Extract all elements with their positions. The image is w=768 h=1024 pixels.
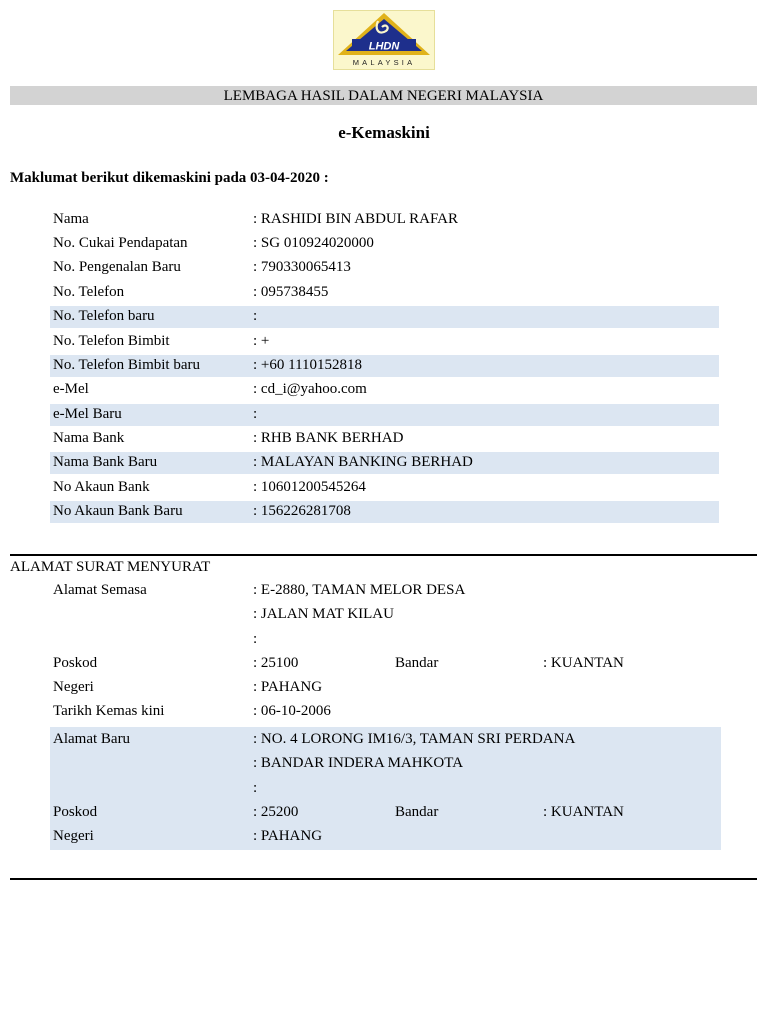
agency-banner: LEMBAGA HASIL DALAM NEGERI MALAYSIA (10, 86, 757, 105)
detail-row (50, 233, 719, 255)
detail-value: : RASHIDI BIN ABDUL RAFAR (253, 211, 459, 227)
detail-label: No. Telefon Bimbit (53, 333, 170, 349)
detail-label: No Akaun Bank (53, 479, 150, 495)
negeri-label: Negeri (53, 679, 94, 695)
detail-value: : RHB BANK BERHAD (253, 430, 404, 446)
detail-value: : SG 010924020000 (253, 235, 374, 251)
address-row (50, 580, 719, 602)
detail-label: No. Pengenalan Baru (53, 259, 181, 275)
updated-note: Maklumat berikut dikemaskini pada 03-04-2020 : (10, 170, 329, 186)
address-row (50, 753, 719, 775)
address-line: : JALAN MAT KILAU (253, 606, 394, 622)
poskod-value: : 25200 (253, 804, 299, 820)
detail-value: : cd_i@yahoo.com (253, 381, 367, 397)
detail-label: No. Telefon Bimbit baru (53, 357, 200, 373)
updated-date-value: : 06-10-2006 (253, 703, 331, 719)
divider (10, 554, 757, 556)
updated-date-label: Tarikh Kemas kini (53, 703, 165, 719)
address-row (50, 802, 719, 824)
divider (10, 878, 757, 880)
address-line: : BANDAR INDERA MAHKOTA (253, 755, 464, 771)
detail-label: e-Mel Baru (53, 406, 122, 422)
address-row (50, 729, 719, 751)
detail-label: e-Mel (53, 381, 89, 397)
detail-value: : (253, 308, 258, 324)
bandar-value: : KUANTAN (543, 655, 624, 671)
poskod-label: Poskod (53, 655, 98, 671)
address-row (50, 653, 719, 675)
address-row (50, 677, 719, 699)
detail-value: : MALAYAN BANKING BERHAD (253, 454, 473, 470)
poskod-value: : 25100 (253, 655, 299, 671)
detail-row (50, 306, 719, 328)
detail-value: : (253, 406, 258, 422)
address-line: : (253, 631, 258, 647)
poskod-label: Poskod (53, 804, 98, 820)
address-row (50, 629, 719, 651)
detail-label: Nama Bank (53, 430, 125, 446)
address-row (50, 778, 719, 800)
detail-value: : +60 1110152818 (253, 357, 363, 373)
detail-row (50, 428, 719, 450)
address-line: : (253, 780, 258, 796)
bandar-label: Bandar (395, 655, 439, 671)
detail-row (50, 477, 719, 499)
address-line: : E-2880, TAMAN MELOR DESA (253, 582, 466, 598)
lhdn-logo (333, 10, 435, 70)
detail-value: : 10601200545264 (253, 479, 366, 495)
detail-row (50, 355, 719, 377)
page-title: e-Kemaskini (338, 123, 430, 142)
lhdn-triangle-emblem-icon (334, 11, 434, 59)
detail-value: : + (253, 333, 270, 349)
detail-row (50, 404, 719, 426)
detail-row (50, 257, 719, 279)
detail-row (50, 452, 719, 474)
logo-mark: LHDN (368, 40, 400, 53)
detail-label: No. Cukai Pendapatan (53, 235, 188, 251)
detail-label: No Akaun Bank Baru (53, 503, 183, 519)
address-label: Alamat Baru (53, 731, 131, 747)
detail-row (50, 209, 719, 231)
detail-row (50, 379, 719, 401)
section-title: ALAMAT SURAT MENYURAT (10, 559, 211, 575)
detail-value: : 095738455 (253, 284, 329, 300)
address-label: Alamat Semasa (53, 582, 147, 598)
logo-subtitle: MALAYSIA (352, 58, 416, 67)
address-row (50, 701, 719, 723)
bandar-label: Bandar (395, 804, 439, 820)
bandar-value: : KUANTAN (543, 804, 624, 820)
detail-value: : 790330065413 (253, 259, 351, 275)
detail-row (50, 331, 719, 353)
negeri-value: : PAHANG (253, 679, 323, 695)
detail-label: Nama (53, 211, 89, 227)
address-row (50, 826, 719, 848)
detail-row (50, 282, 719, 304)
detail-row (50, 501, 719, 523)
detail-label: Nama Bank Baru (53, 454, 158, 470)
detail-value: : 156226281708 (253, 503, 351, 519)
detail-label: No. Telefon (53, 284, 125, 300)
negeri-label: Negeri (53, 828, 94, 844)
detail-label: No. Telefon baru (53, 308, 155, 324)
address-row (50, 604, 719, 626)
negeri-value: : PAHANG (253, 828, 323, 844)
address-line: : NO. 4 LORONG IM16/3, TAMAN SRI PERDANA (253, 731, 576, 747)
